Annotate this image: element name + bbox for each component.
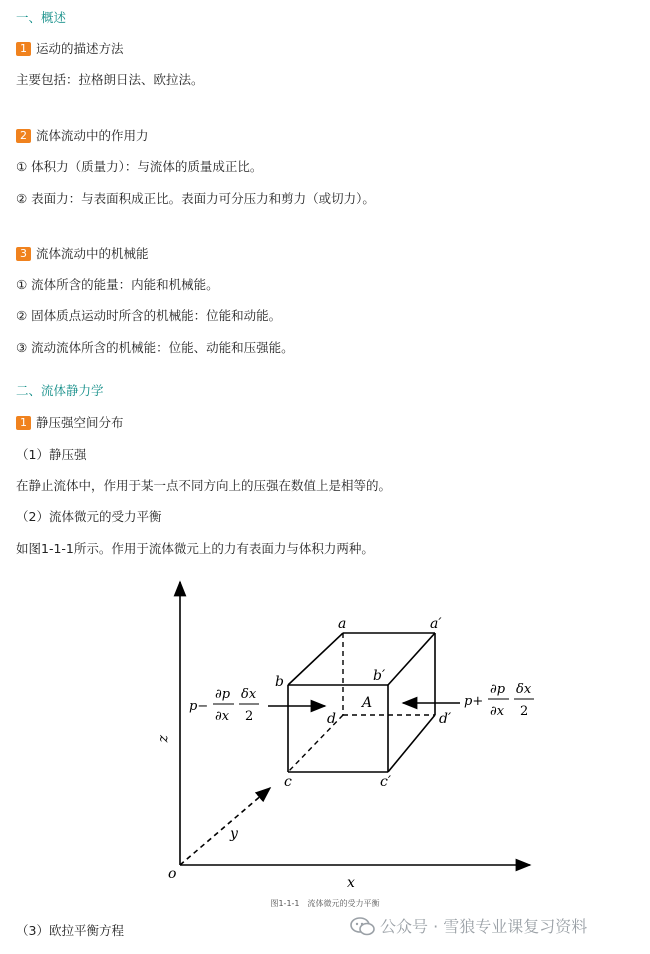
vertex-label: c′ bbox=[380, 774, 392, 790]
number-badge: 2 bbox=[16, 129, 31, 143]
number-badge: 1 bbox=[16, 416, 31, 430]
svg-text:p+: p+ bbox=[464, 694, 484, 709]
subheading-text: 运动的描述方法 bbox=[36, 41, 124, 56]
force-balance-figure bbox=[156, 570, 540, 895]
origin-label: o bbox=[168, 866, 177, 882]
vertex-label: a′ bbox=[430, 616, 442, 632]
face-label: A bbox=[362, 695, 373, 711]
paragraph: 主要包括：拉格朗日法、欧拉法。 bbox=[16, 72, 204, 87]
vertex-label: b′ bbox=[373, 668, 386, 684]
section-heading-overview: 一、概述 bbox=[16, 10, 67, 25]
svg-text:p−: p− bbox=[189, 699, 209, 714]
section-heading-statics: 二、流体静力学 bbox=[16, 383, 104, 398]
sub-subheading: （1）静压强 bbox=[16, 447, 87, 462]
svg-text:∂x: ∂x bbox=[215, 709, 230, 724]
figure-caption: 图1-1-1 流体微元的受力平衡 bbox=[270, 899, 380, 908]
wechat-icon bbox=[350, 916, 376, 936]
paragraph: 如图1-1-1所示。作用于流体微元上的力有表面力与体积力两种。 bbox=[16, 541, 374, 556]
subheading-forces bbox=[16, 127, 149, 145]
svg-text:∂p: ∂p bbox=[215, 687, 231, 702]
list-item: ② 表面力：与表面积成正比。表面力可分压力和剪力（或切力）。 bbox=[16, 191, 375, 206]
sub-subheading: （3）欧拉平衡方程 bbox=[16, 923, 124, 938]
list-item: ③ 流动流体所含的机械能：位能、动能和压强能。 bbox=[16, 340, 294, 355]
subheading-mechanical-energy bbox=[16, 245, 149, 263]
left-pressure-formula bbox=[189, 687, 259, 724]
y-axis-label: y bbox=[230, 826, 238, 842]
number-badge: 3 bbox=[16, 247, 31, 261]
watermark-text: 公众号 · 雪狼专业课复习资料 bbox=[380, 917, 588, 936]
svg-text:2: 2 bbox=[245, 709, 254, 724]
number-badge: 1 bbox=[16, 42, 31, 56]
z-axis-label: z bbox=[156, 735, 172, 743]
subheading-text: 流体流动中的机械能 bbox=[36, 246, 149, 261]
list-item: ① 流体所含的能量：内能和机械能。 bbox=[16, 277, 219, 292]
list-item: ② 固体质点运动时所含的机械能：位能和动能。 bbox=[16, 308, 282, 323]
watermark bbox=[350, 914, 587, 937]
svg-text:δx: δx bbox=[241, 687, 257, 702]
vertex-label: c bbox=[284, 774, 292, 790]
vertex-label: a bbox=[338, 616, 347, 632]
subheading-motion-description bbox=[16, 40, 124, 58]
svg-text:δx: δx bbox=[516, 682, 532, 697]
subheading-text: 流体流动中的作用力 bbox=[36, 128, 149, 143]
svg-text:∂x: ∂x bbox=[490, 704, 505, 719]
paragraph: 在静止流体中，作用于某一点不同方向上的压强在数值上是相等的。 bbox=[16, 478, 392, 493]
sub-subheading: （2）流体微元的受力平衡 bbox=[16, 509, 162, 524]
svg-text:∂p: ∂p bbox=[490, 682, 506, 697]
vertex-label: b bbox=[275, 674, 284, 690]
svg-text:2: 2 bbox=[520, 704, 529, 719]
right-pressure-formula bbox=[464, 682, 534, 719]
subheading-text: 静压强空间分布 bbox=[36, 415, 124, 430]
y-axis bbox=[180, 788, 270, 865]
x-axis-label: x bbox=[347, 875, 355, 891]
vertex-label: d′ bbox=[439, 711, 452, 727]
list-item: ① 体积力（质量力）：与流体的质量成正比。 bbox=[16, 159, 263, 174]
subheading-static-pressure bbox=[16, 414, 124, 432]
vertex-label: d bbox=[327, 711, 336, 727]
